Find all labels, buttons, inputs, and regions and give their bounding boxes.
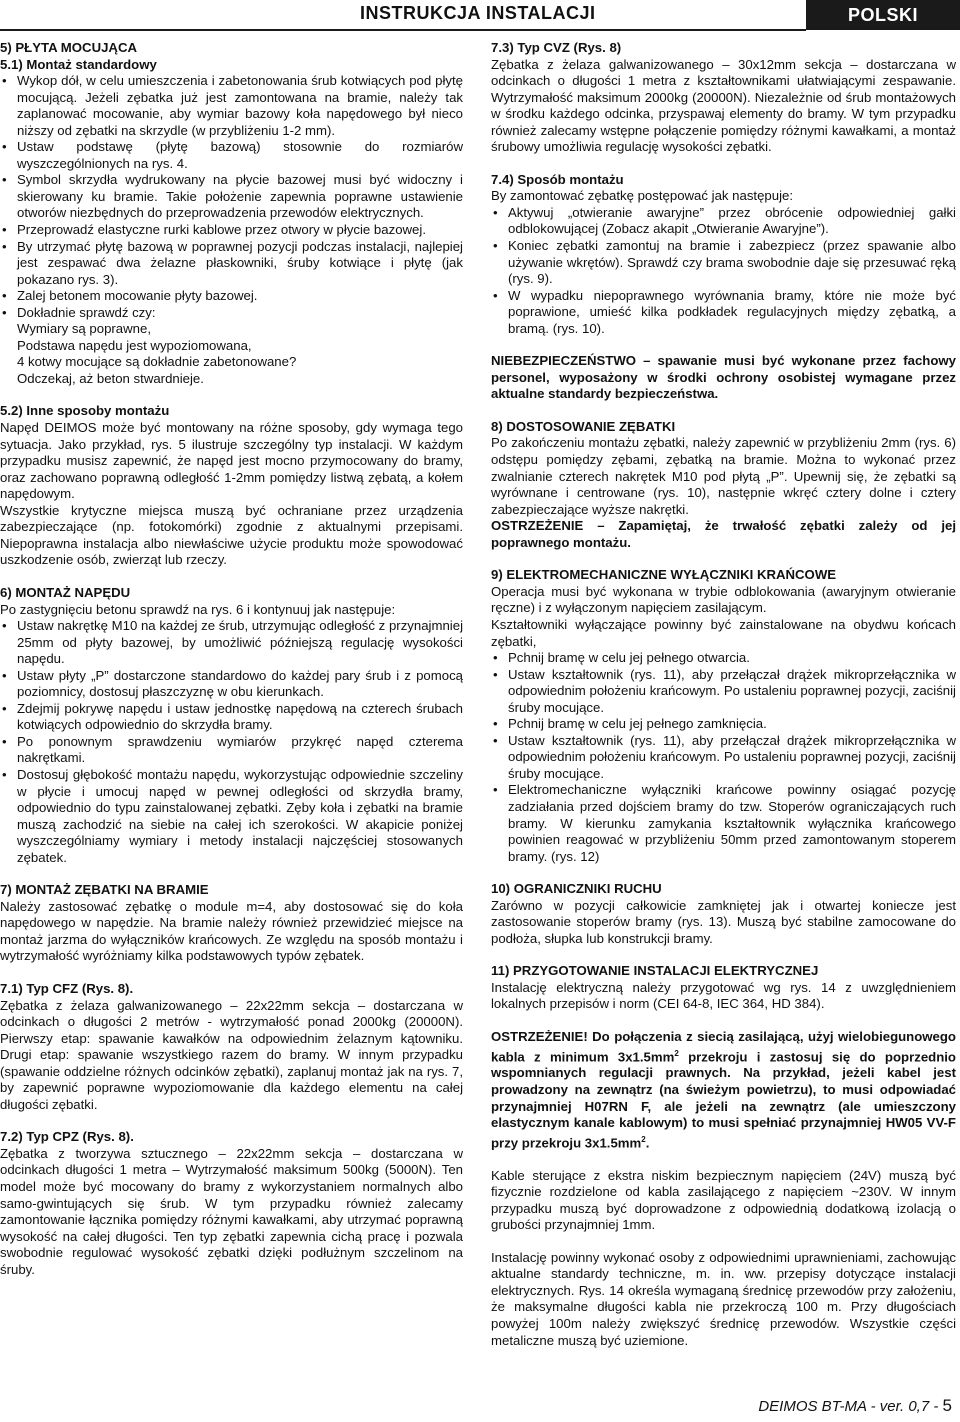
section-7-1-title: 7.1) Typ CFZ (Rys. 8). <box>0 980 134 996</box>
paragraph: Po zastygnięciu betonu sprawdź na rys. 6 i kontynuuj jak następuje: <box>0 601 396 617</box>
left-column <box>0 40 463 1278</box>
paragraph: Po zakończeniu montażu zębatki, należy zapewnić w przybliżeniu 2mm (rys. 6) odstępu pomiędzy zębami, zębatką na bramie. Można to wykonać przez zwalnianie czterech nakrętek M10 pod płytą „P”. Upewnij się, że zębatki są wyrównane i centrowane (rys. 10), następnie wkręć cztery dolne i cztery zabezpieczające wyższe nakrętki. <box>491 435 956 517</box>
list-item: • Zalej betonem mocowanie płyty bazowej. <box>0 288 463 305</box>
section-9-list <box>491 650 956 865</box>
warning-notice: OSTRZEŻENIE – Zapamiętaj, że trwałość zębatki zależy od jej poprawnego montażu. <box>491 518 956 550</box>
right-column <box>491 40 956 1349</box>
check-item: Odczekaj, aż beton stwardnieje. <box>17 370 204 386</box>
check-item: Wymiary są poprawne, <box>17 321 151 337</box>
page-header <box>0 0 960 30</box>
danger-notice: NIEBEZPIECZEŃSTWO – spawanie musi być wykonane przez fachowy personel, wyposażony w środki ochrony osobistej wymagane przez aktualne standardy bezpieczeństwa. <box>491 353 956 402</box>
list-item: • Ustaw podstawę (płytę bazową) stosownie do rozmiarów wyszczególnionych na rys. 4. <box>0 139 463 172</box>
section-8-title: 8) DOSTOSOWANIE ZĘBATKI <box>491 418 676 434</box>
list-item: • Ustaw kształtownik (rys. 11), aby przełączał drążek mikroprzełącznika w odpowiednim położeniu krańcowym. Po ustaleniu poprawnej pozycji, zaciśnij śruby mocujące. <box>491 733 956 783</box>
paragraph: Kształtowniki wyłączające powinny być zainstalowane na obydwu końcach zębatki, <box>491 616 956 649</box>
check-list <box>0 321 463 387</box>
paragraph: Instalację powinny wykonać osoby z odpowiednimi uprawnieniami, zachowując aktualne standardy techniczne, m. in. ww. przepisy dotyczące instalacji elektrycznych. Rys. 14 określa wymaganą średnicę przewodów przy założeniu, że maksymalne długości kabla nie przekroczą 100 m. Przy długościach powyżej 100m należy zwiększyć średnicę przewodów. Wszystkie części metaliczne muszą być uziemione. <box>491 1249 956 1348</box>
paragraph: Instalację elektryczną należy przygotować wg rys. 14 z uwzględnieniem lokalnych przepisów i norm (CEI 64-8, IEC 364, HD 384). <box>491 979 956 1012</box>
paragraph: Wszystkie krytyczne miejsca muszą być ochraniane przez urządzenia zabezpieczające (np. fotokomórki) zgodnie z aktualnymi przepisami. Niepoprawna instalacja albo niewłaściwe użycie produktu może spowodować uszkodzenie osób, zwierząt lub rzeczy. <box>0 502 463 568</box>
header-title: INSTRUKCJA INSTALACJI <box>360 3 596 23</box>
list-item: • Pchnij bramę w celu jej pełnego otwarcia. <box>491 650 956 667</box>
section-7-title: 7) MONTAŻ ZĘBATKI NA BRAMIE <box>0 882 209 898</box>
section-5-title: 5) PŁYTA MOCUJĄCA <box>0 40 138 55</box>
paragraph: Zębatka z żelaza galwanizowanego – 22x22mm sekcja – dostarczana w odcinkach o długości 2 metrów - wytrzymałość ponad 2000kg (20000N). Pierwszy etap: spawanie kawałków na odpowiednim żelaznym kątowniku. Drugi etap: spawanie wszystkiego razem do bramy. W innym przypadku (spawanie oddzielne różnych odcinków zębatki), zaplanuj montaż jak na rys. 7, by zapewnić poprawne wypoziomowanie dla każdego elementu na całej długości zębatki. <box>0 997 463 1112</box>
list-item: • Pchnij bramę w celu jej pełnego zamknięcia. <box>491 716 956 733</box>
section-11-title: 11) PRZYGOTOWANIE INSTALACJI ELEKTRYCZNEJ <box>491 963 819 979</box>
list-item: • Dostosuj głębokość montażu napędu, wykorzystując odpowiednie szczeliny w płycie i umocuj napęd w pewnej odległości od skrzydła bramy, odpowiednio do typu zainstalowanej zębatki. Zęby koła i zębatki na bramie muszą zachodzić na siebie na całej ich szerokości. W akapicie poniżej wyszczególniamy wymiary i metody instalacji najczęściej stosowanych zębatek. <box>0 767 463 866</box>
section-7-4-title: 7.4) Sposób montażu <box>491 171 624 187</box>
section-7-3-title: 7.3) Typ CVZ (Rys. 8) <box>491 40 622 55</box>
page-footer <box>758 1396 952 1416</box>
paragraph: Zębatka z żelaza galwanizowanego – 30x12mm sekcja – dostarczana w odcinkach o długości 1 metra z kształtownikami ułatwiającymi zespawanie. Wytrzymałość maksimum 2000kg (20000N). Niezależnie od śrub montażowych w środku każdego odcinka, przyspawaj elementy do bramy. W tym przypadku również zalecamy wstępne połączenie pomiędzy różnymi kawałkami, a montaż śrubowy umożliwia regulację wysokości zębatki. <box>491 56 956 155</box>
section-9-title: 9) ELEKTROMECHANICZNE WYŁĄCZNIKI KRAŃCOWE <box>491 567 837 583</box>
language-badge: POLSKI <box>806 0 960 30</box>
list-item: • Ustaw płyty „P” dostarczone standardowo do każdej pary śrub i z pomocą poziomnicy, dostosuj płaszczyznę w obu kierunkach. <box>0 668 463 701</box>
paragraph: Zarówno w pozycji całkowicie zamkniętej jak i otwartej koniecze jest zastosowanie stoperów bramy (rys. 13). Muszą być stabilne zamocowane do podłoża, słupka lub konstrukcji bramy. <box>491 897 956 946</box>
section-10-title: 10) OGRANICZNIKI RUCHU <box>491 881 662 897</box>
page-number: 5 <box>942 1396 952 1415</box>
document-version: DEIMOS BT-MA - ver. 0,7 - <box>758 1398 943 1415</box>
list-item: • Elektromechaniczne wyłączniki krańcowe powinny osiągać pozycję zadziałania przed dojściem bramy do tzw. Stoperów ograniczających ruch bramy. W kierunku zamykania kształtownik wyłącznika krańcowego powinien reagować w przybliżeniu 50mm przed zamontowanym stoperem bramy. (rys. 12) <box>491 782 956 865</box>
section-5-1-list <box>0 73 463 321</box>
paragraph: Zębatka z tworzywa sztucznego – 22x22mm sekcja – dostarczana w odcinkach długości 1 metra – Wytrzymałość maksimum 500kg (5000N). Ten model może być mocowany do bramy z wykorzystaniem normalnych albo samo-gwintujących się śrub. W tym przypadku również zalecamy zamontowanie łącznika pomiędzy różnymi kawałkami, aby utrzymać poprawną wysokość na całej długości. Ten typ zębatki zapewnia cichą pracę i pozwala swobodnie regulować wysokość zębatki dzięki podłużnym szczelinom na śruby. <box>0 1145 463 1277</box>
list-item: • Ustaw kształtownik (rys. 11), aby przełączał drążek mikroprzełącznika w odpowiednim położeniu krańcowym. Po ustaleniu poprawnej pozycji, zaciśnij śruby mocujące. <box>491 667 956 717</box>
list-item: • Wykop dół, w celu umieszczenia i zabetonowania śrub kotwiących pod płytę mocującą. Jeżeli zębatka już jest zamontowana na bramie, należy tak zaplanować mocowanie, aby wymiar bazowy koła napędowego był nieco niższy od zębatki na skrzydle (w przybliżeniu 1-2 mm). <box>0 73 463 139</box>
section-6-title: 6) MONTAŻ NAPĘDU <box>0 584 131 600</box>
section-6-list <box>0 618 463 866</box>
section-7-2-title: 7.2) Typ CPZ (Rys. 8). <box>0 1129 134 1145</box>
list-item: • Po ponownym sprawdzeniu wymiarów przykręć napęd czterema nakrętkami. <box>0 734 463 767</box>
paragraph: Kable sterujące z ekstra niskim bezpiecznym napięciem (24V) muszą być fizycznie rozdzielone od kabla zasilającego z napięciem ~230V. W innym przypadku muszą być doprowadzone z odpowiednią dodatkową izolacją o grubości przynajmniej 1mm. <box>491 1167 956 1233</box>
electrical-warning: OSTRZEŻENIE! Do połączenia z siecią zasilającą, użyj wielobiegunowego kabla z minimum $3x1.5mm^2$ przekroju i zastosuj się do poprzednio wspomnianych regulacji prawnych. Na przykład, jeżeli kabel jest prowadzony na zewnątrz (na świeżym powietrzu), to musi odpowiadać przynajmniej H07RN F, ale jeżeli na zewnątrz (ale umieszczony elastycznym kanale kablowym) to musi spełniać przynajmniej HW05 VV-F przy przekroju $3x1.5mm^2$. <box>491 1028 956 1151</box>
paragraph: Należy zastosować zębatkę o module m=4, aby dostosować się do koła napędowego w napędzie. Na bramie należy również przewidzieć miejsce na montaż jarzma do wyłączników krańcowych. Ze względu na sposób montażu i wytrzymałość wyróżniamy kilka podstawowych typów zębatek. <box>0 898 463 964</box>
list-item: • Przeprowadź elastyczne rurki kablowe przez otwory w płycie bazowej. <box>0 222 463 239</box>
list-item: • Zdejmij pokrywę napędu i ustaw jednostkę napędową na czterech śrubach kotwiących odpowiednio do skrzydła bramy. <box>0 701 463 734</box>
list-item: • W wypadku niepoprawnego wyrównania bramy, które nie może być poprawione, umieść kilka podkładek regulacyjnych między zębatką, a bramą. (rys. 10). <box>491 288 956 338</box>
section-7-4-list <box>491 205 956 337</box>
list-item: • Ustaw nakrętkę M10 na każdej ze śrub, utrzymując odległość z przynajmniej 25mm od płyty bazowej, by umożliwić późniejszą regulację wysokości napędu. <box>0 618 463 668</box>
list-item: • Koniec zębatki zamontuj na bramie i zabezpiecz (przez spawanie albo używanie wkrętów). Sprawdź czy brama swobodnie daje się przesuwać ręką (rys. 9). <box>491 238 956 288</box>
list-item: • Dokładnie sprawdź czy: <box>0 305 463 322</box>
list-item: • Aktywuj „otwieranie awaryjne” przez obrócenie odpowiedniej gałki odblokowującej (Zobacz akapit „Otwieranie Awaryjne”). <box>491 205 956 238</box>
section-5-2-title: 5.2) Inne sposoby montażu <box>0 403 170 419</box>
paragraph: By zamontować zębatkę postępować jak następuje: <box>491 188 794 204</box>
list-item: • Symbol skrzydła wydrukowany na płycie bazowej musi być widoczny i skierowany ku bramie. Takie położenie zapewnia poprawne ustawienie otworów niezbędnych do przeprowadzenia przewodów elektrycznych. <box>0 172 463 222</box>
paragraph: Napęd DEIMOS może być montowany na różne sposoby, gdy wymaga tego sytuacja. Jako przykład, rys. 5 ilustruje szczególny typ instalacji. W każdym przypadku musisz zapewnić, że napęd jest mocno przymocowany do bramy, oraz zachowano poprawną odległość 1-2mm pomiędzy listwą zębatą, a kołem napędowym. <box>0 420 463 502</box>
check-item: Podstawa napędu jest wypoziomowana, <box>17 337 252 353</box>
header-rule <box>0 29 806 31</box>
paragraph: Operacja musi być wykonana w trybie odblokowania (awaryjnym otwieranie ręczne) i z wyłączonym napięciem zasilającym. <box>491 583 956 616</box>
list-item: • By utrzymać płytę bazową w poprawnej pozycji podczas instalacji, najlepiej jest zespawać dwa żelazne płaskowniki, śruby kotwiące i płytę (jak pokazano rys. 3). <box>0 239 463 289</box>
check-item: 4 kotwy mocujące są dokładnie zabetonowane? <box>17 354 297 370</box>
section-5-1-title: 5.1) Montaż standardowy <box>0 56 157 72</box>
